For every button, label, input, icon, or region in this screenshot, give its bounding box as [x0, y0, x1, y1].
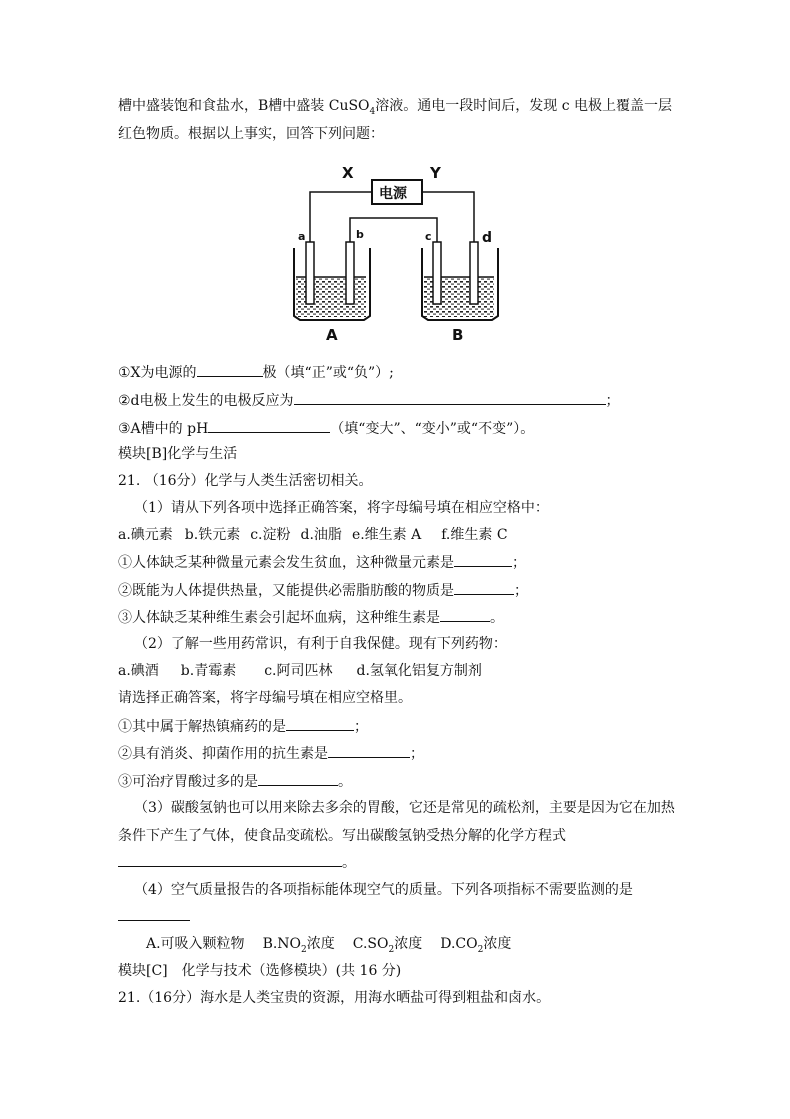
answer-blank-p2q2[interactable]	[328, 743, 410, 758]
answer-blank-p2q3[interactable]	[258, 771, 338, 786]
part1-q2: ②既能为人体提供热量，又能提供必需脂肪酸的物质是 ；	[118, 580, 528, 601]
part2-q2: ②具有消炎、抑菌作用的抗生素是 ；	[118, 743, 424, 764]
part2-q3: ③可治疗胃酸过多的是 。	[118, 771, 352, 792]
electrode-d-label: d	[482, 230, 493, 246]
module-c-q21: 21.（16分）海水是人类宝贵的资源，用海水晒盐可得到粗盐和卤水。	[118, 990, 551, 1006]
part2-q1: ①其中属于解热镇痛药的是 ；	[118, 716, 368, 737]
part1-q1: ①人体缺乏某种微量元素会发生贫血，这种微量元素是 ；	[118, 552, 526, 573]
electrode-c	[433, 242, 441, 304]
part4-options: A.可吸入颗粒物 $B.NO_2$浓度 $C.SO_2$浓度 $D.CO_2$浓度	[146, 936, 512, 955]
electrolysis-diagram	[286, 160, 516, 346]
answer-blank-p1q2[interactable]	[454, 580, 514, 595]
part3-line-1: （3）碳酸氢钠也可以用来除去多余的胃酸，它还是常见的疏松剂，主要是因为它在加热	[134, 800, 675, 816]
electrode-b-label: b	[356, 228, 364, 241]
answer-blank-p2q1[interactable]	[286, 716, 354, 731]
intro-line-2: 红色物质。根据以上事实，回答下列问题：	[118, 126, 384, 142]
part3-answer-line: 。	[118, 852, 356, 873]
part4-answer-line	[118, 906, 190, 927]
answer-blank-p1q3[interactable]	[440, 607, 490, 622]
answer-blank-q1[interactable]	[197, 362, 263, 377]
module-c-title: 模块[C] 化学与技术（选修模块）(共 16 分)	[118, 963, 402, 979]
answer-blank-q2[interactable]	[294, 390, 606, 405]
module-b-q21: 21. （16分）化学与人类生活密切相关。	[118, 473, 373, 489]
electrode-d	[470, 242, 478, 304]
tank-b-label: B	[452, 326, 464, 344]
answer-blank-p4[interactable]	[118, 906, 190, 921]
part2-options: a.碘酒 b.青霉素 c.阿司匹林 d.氢氧化铝复方制剂	[118, 663, 482, 679]
electro-q1: ①X为电源的 极（填“正”或“负”）;	[118, 362, 394, 383]
electrode-c-label: c	[425, 230, 432, 243]
part1-intro: （1）请从下列各项中选择正确答案，将字母编号填在相应空格中：	[134, 500, 549, 516]
label-x: X	[342, 164, 354, 182]
answer-blank-p3[interactable]	[118, 852, 342, 867]
electrode-a-label: a	[298, 230, 306, 243]
electro-q2: ②d电极上发生的电极反应为 ；	[118, 390, 620, 411]
part1-q3: ③人体缺乏某种维生素会引起坏血病，这种维生素是 。	[118, 607, 504, 628]
part1-options: a.碘元素 b.铁元素 c.淀粉 d.油脂 e.维生素 A f.维生素 C	[118, 527, 508, 543]
part4-line-1: （4）空气质量报告的各项指标能体现空气的质量。下列各项指标不需要监测的是	[134, 882, 633, 898]
part3-line-2: 条件下产生了气体，使食品变疏松。写出碳酸氢钠受热分解的化学方程式	[118, 828, 566, 844]
answer-blank-p1q1[interactable]	[454, 552, 512, 567]
tank-a-label: A	[326, 326, 338, 344]
module-b-title: 模块[B]化学与生活	[118, 446, 238, 462]
part2-instruction: 请选择正确答案，将字母编号填在相应空格里。	[118, 690, 412, 706]
power-source-label: 电源	[379, 186, 407, 202]
electrode-a	[306, 242, 314, 304]
answer-blank-q3[interactable]	[208, 418, 330, 433]
electro-q3: ③A槽中的 pH （填“变大”、“变小”或“不变”）。	[118, 418, 534, 439]
electrode-b	[346, 242, 354, 304]
label-y: Y	[430, 164, 441, 182]
intro-line-1: 槽中盛装饱和食盐水，B槽中盛装 CuSO$_4$溶液。通电一段时间后，发现 c 电极上覆盖一层	[118, 98, 673, 117]
part2-intro: （2）了解一些用药常识，有利于自我保健。现有下列药物：	[134, 636, 507, 652]
